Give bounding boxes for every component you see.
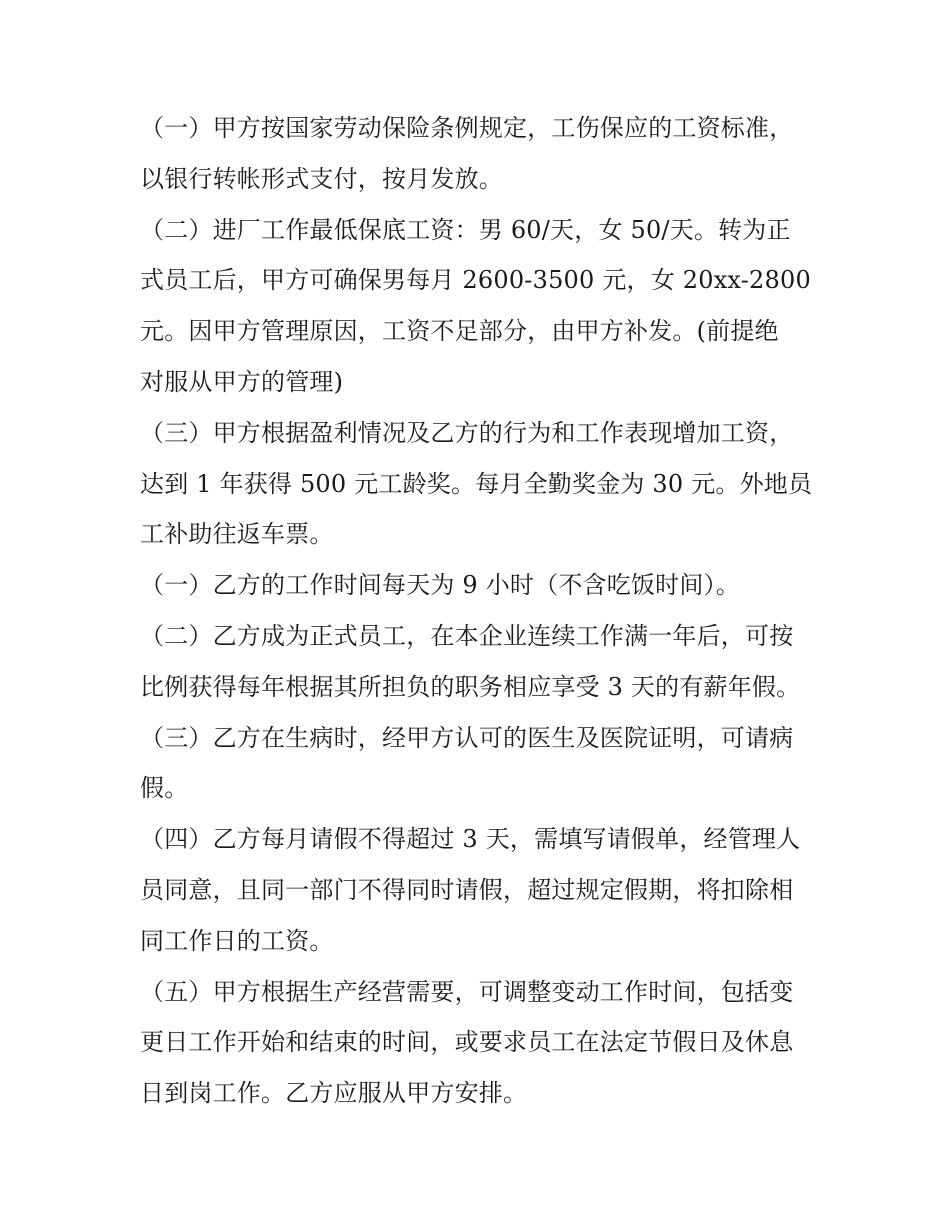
text-line: 日到岗工作。乙方应服从甲方安排。	[140, 1079, 528, 1108]
text-line: 假。	[140, 774, 189, 803]
text-line: （四）乙方每月请假不得超过 3 天，需填写请假单，经管理人	[140, 825, 801, 854]
text-line: 对服从甲方的管理)	[140, 367, 344, 396]
text-line: （五）甲方根据生产经营需要，可调整变动工作时间，包括变	[140, 977, 794, 1006]
document-body	[140, 103, 820, 1119]
text-line: 员同意，且同一部门不得同时请假，超过规定假期，将扣除相	[140, 875, 794, 904]
text-line: 工补助往返车票。	[140, 520, 334, 549]
text-line: （二）进厂工作最低保底工资：男 60/天，女 50/天。转为正	[140, 215, 791, 244]
text-line: 元。因甲方管理原因，工资不足部分，由甲方补发。(前提绝	[140, 317, 779, 346]
text-line: （三）乙方在生病时，经甲方认可的医生及医院证明，可请病	[140, 723, 794, 752]
text-line: 式员工后，甲方可确保男每月 2600-3500 元，女 20xx-2800	[140, 266, 811, 295]
text-line: 同工作日的工资。	[140, 926, 334, 955]
text-line: 达到 1 年获得 500 元工龄奖。每月全勤奖金为 30 元。外地员	[140, 469, 813, 498]
text-line: 以银行转帐形式支付，按月发放。	[140, 164, 503, 193]
text-line: 更日工作开始和结束的时间，或要求员工在法定节假日及休息	[140, 1028, 794, 1057]
text-line: （一）乙方的工作时间每天为 9 小时（不含吃饭时间）。	[140, 571, 740, 600]
text-line: （一）甲方按国家劳动保险条例规定，工伤保应的工资标准，	[140, 114, 794, 142]
text-line: （三）甲方根据盈利情况及乙方的行为和工作表现增加工资，	[140, 418, 794, 447]
text-line: （二）乙方成为正式员工，在本企业连续工作满一年后，可按	[140, 621, 794, 650]
text-line: 比例获得每年根据其所担负的职务相应享受 3 天的有薪年假。	[140, 672, 801, 701]
